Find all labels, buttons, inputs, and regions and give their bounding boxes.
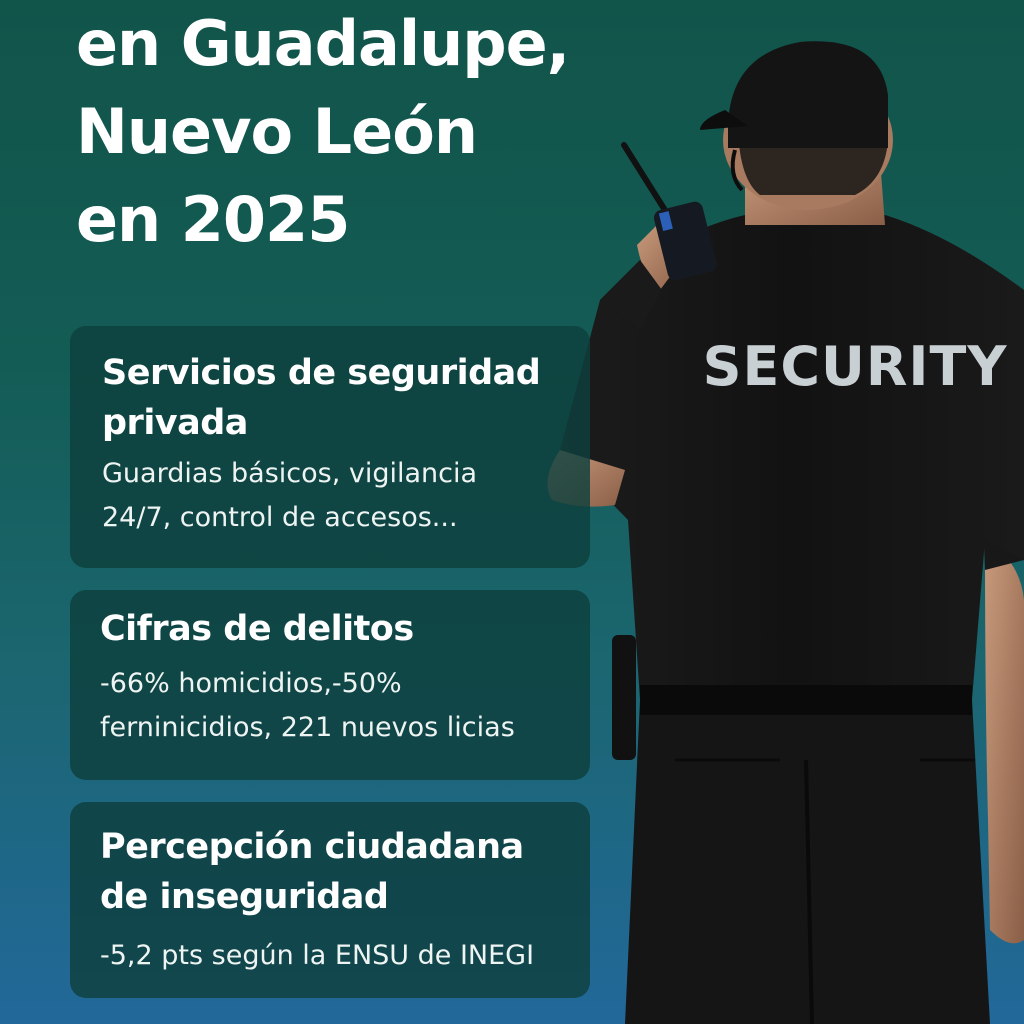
card-text-line: Guardias básicos, vigilancia [102,458,478,489]
card-text-line: -5,2 pts según la ENSU de INEGI [100,940,535,971]
headline-line-2: Nuevo León [76,95,477,168]
card-title-line: privada [102,403,248,443]
belt [640,685,972,715]
card-title [102,348,590,448]
card-private-security-services [70,326,590,568]
card-title-line: de inseguridad [100,877,389,917]
page-headline [76,0,716,264]
card-title [100,822,590,922]
card-description [100,934,590,978]
headline-line-3: en 2025 [76,183,350,256]
card-title [100,604,590,654]
card-title-line: Percepción ciudadana [100,827,524,867]
card-title-line: Servicios de seguridad [102,353,541,393]
card-crime-figures [70,590,590,780]
card-citizen-perception [70,802,590,998]
headline-line-1: en Guadalupe, [76,7,570,80]
flashlight [612,635,636,760]
card-description [100,662,590,750]
card-text-line: 24/7, control de accesos... [102,502,458,533]
cap-icon [700,41,888,148]
card-description [102,452,590,540]
right-arm [985,540,1024,943]
card-title-line: Cifras de delitos [100,609,414,649]
shirt-security-label: SECURITY [702,335,1008,398]
card-text-line: ferninicidios, 221 nuevos licias [100,712,515,743]
card-text-line: -66% homicidios,-50% [100,668,402,699]
